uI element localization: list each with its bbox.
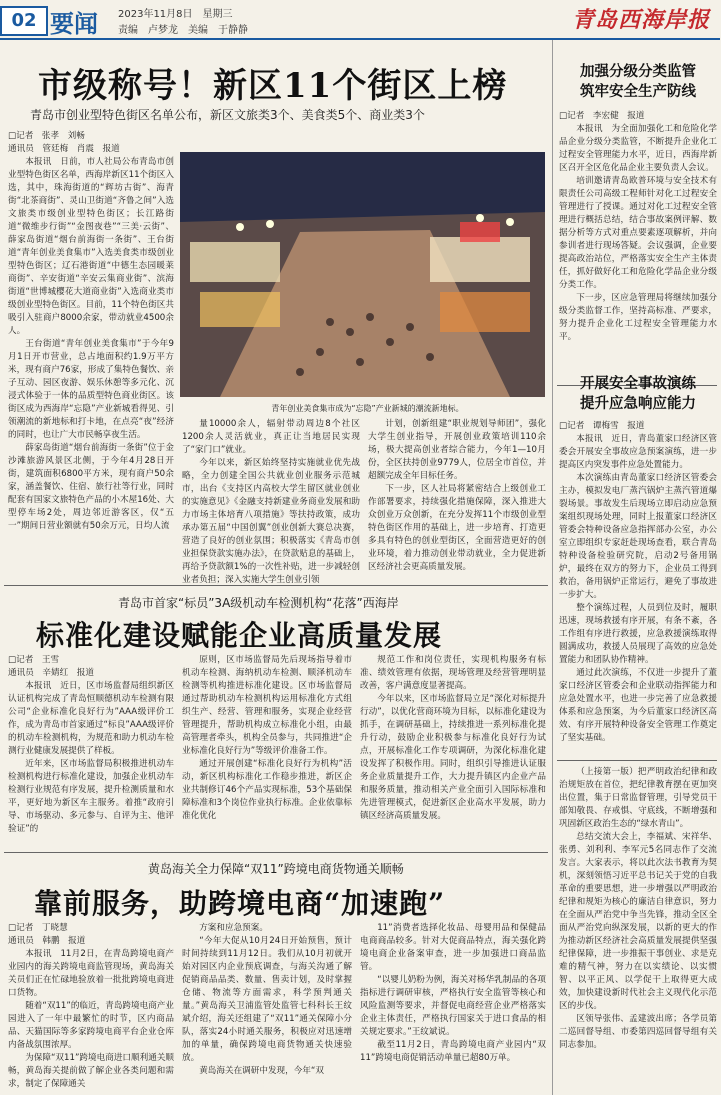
sidebar-story-b-headline[interactable]	[559, 374, 717, 414]
headline-line: 开展安全事故演练	[580, 375, 696, 392]
story1-byline-1: □记者 张孝 刘畅	[8, 131, 85, 141]
paragraph: “今年大促从10月24日开始预售，预计时间持续到11月12日。我们从10月初就开始对园区内企业预底调查，与海关沟通了解促销商品品类、数量、售卖计划，及时掌握仓储、物流等方面需求，科学预判通关量。”黄岛海关卫浦监管处监管七科科长王纹斌介绍，海关还组建了“双11”通关保障小分队，落实24小时通关服务，积极应对迅速增加的单量，确保跨境电商货物通关快速验放。	[182, 936, 352, 1063]
story3-column-2	[182, 922, 352, 1094]
sidebar-story-a-headline[interactable]	[559, 62, 717, 102]
issue-date: 2023年11月8日 星期三	[118, 9, 233, 20]
story3-headline[interactable]: 靠前服务，助跨境电商“加速跑”	[34, 887, 446, 920]
paragraph: 区领导张伟、孟建波出席；各学员第二巡回督导组、市委第四巡回督导组有关同志参加。	[559, 1014, 717, 1050]
paragraph: 11”消费者选择化妆品、母婴用品和保健品电商商品较多。针对大促商品特点，海关强化跨境电商企业备案审查，进一步加强进口商品监管。	[360, 923, 546, 972]
story3-column-3	[360, 922, 546, 1094]
paragraph: 为保障“双11”跨境电商进口顺利通关顺畅，黄岛海关提前做了解企业各类问题和需求，制定了保障通关	[8, 1053, 174, 1089]
story2-headline[interactable]: 标准化建设赋能企业高质量发展	[36, 619, 443, 652]
paragraph: 今年以来，区市场监督局立足“深化对标提升行动”，以优化营商环境为目标，以标准化建设为抓手，在调研基础上，持续推进一系列标准化提升行动，鼓励企业积极参与标准化良好行为试点，开展标准化工作专项调研，为深化标准化建设发挥了积极作用。同时，组织引导推进认证服务企业质量提升工作，大力提升镇区内企业产品和服务质量，推动相关产业全面引入国际标准和先进管理模式，促进新区企业高水平发展，助力镇区经济高质量发展。	[360, 694, 546, 821]
paragraph: 计划，创新组建“职业规划导师团”，强化大学生创业指导，开展创业政策培训110余场，极大提高创业者综合能力，今年1—10月份，全区扶持创业9779人，位居全市首位，并超额完成全年目标任务。	[368, 419, 546, 481]
story2-byline-2: 通讯员 辛婧红 报道	[8, 668, 94, 678]
section-title: 要闻	[50, 10, 98, 38]
story1-column-1	[8, 130, 174, 570]
section-divider	[4, 852, 548, 853]
paragraph: 本报讯 11月2日，在青岛跨境电商产业园内的海关跨境电商监管现场，黄岛海关关员们正在忙碌地验放着一批批跨境电商进口货物。	[8, 949, 174, 998]
paragraph: 原则，区市场监督局先后现场指导着市机动车检测、海纳机动车检测、顺泽机动车检测等机构推进标准化建设。区市场监督局通过帮助机动车检测机构运用标准化方式组织生产、经营、管理和服务，实现企业经营管理提升，帮助机构成立标准化小组，由最高管理者牵头，机构全员参与，共同推进“企业标准化良好行为”等级评价准备工作。	[182, 655, 352, 756]
story2-column-1	[8, 654, 174, 844]
paragraph: 下一步，区人社局将紧密结合上级创业工作部署要求，持续强化措施保障，深入推进大众创业万众创新，在充分发挥11个市级创业型特色街区作用的基础上，进一步培育、打造更多具有特色的创业型街区，全面营造更好的创业环境，着力推动创业带动就业，全力促进新区经济社会更高质量发展。	[368, 484, 546, 572]
paragraph: 王台街道“青年创业美食集市”于今年9月1日开市营业，总占地面积约1.9万平方米，现有商户76家，形成了集特色餐饮、亲子互动、园区夜游、娱乐休憩等多元化、沉浸式体验于一体的品质型特色商业街区。该街区成为西海岸“忘隐”产业新城看得见、引领潮流的新地标和打卡地，在点亮“夜”经济的同时，也让广大市民畅享夜生活。	[8, 339, 174, 440]
section-divider	[4, 585, 548, 586]
paragraph: 本次演练由青岛董家口经济区管委会主办，模拟发电厂蒸汽锅炉主蒸汽管道爆裂场景。事故发生后现场立即启动应急预案组织现场处理，同时上报董家口经济区管委会特种设备应急指挥部办公室，办公室立即组织专家赶赴现场查看，联合青岛特种设备检验研究院，启动2号备用锅炉，最终在双方的努力下，企业员工得到救治，备用锅炉正常运行，避免了事故进一步扩大。	[559, 473, 717, 600]
sidebar-story-c-body	[559, 766, 717, 1092]
paragraph: 黄岛海关在调研中发现，今年“双	[199, 1066, 324, 1076]
paragraph: 今年以来，新区始终坚持实施就业优先战略，全力创建全国公共就业创业服务示范城市，出台《支持区内高校大学生留区就业创业的实施意见》《金融支持新建业务商业发展和助力市场主体培育八项措施》等扶持政策，成功承办第五届“中国创翼”创业创新大赛总决赛，营造了良好的创业氛围；积极落实《青岛市创业担保贷款实施办法》，在贷款贴息的基础上，再给予贷款额1%的一次性补贴，进一步减轻创业者负担；深入实施大学生创业引领	[182, 458, 360, 585]
sidebar-story-a-byline: □记者 李宏健 报道	[559, 111, 645, 121]
page-header	[0, 0, 720, 40]
page-number: 02	[0, 6, 48, 36]
sidebar-divider	[557, 760, 717, 761]
story1-subhead: 青岛市创业型特色街区名单公布，新区文旅类3个、美食类5个、商业类3个	[30, 108, 425, 122]
paragraph: 整个演练过程，人员到位及时，履职迅速，现场救援有序开展，有条不紊，各工作组有序进行救援，应急救援演练取得圆满成功，救援人员展现了高效的应急处置能力和团队协作精神。	[559, 603, 717, 665]
story1-column-3	[368, 418, 546, 573]
story3-byline-2: 通讯员 韩鹏 报道	[8, 936, 86, 946]
story2-kicker: 青岛市首家“标员”3A级机动车检测机构“花落”西海岸	[118, 596, 399, 610]
paragraph: 本报讯 日前，市人社局公布青岛市创业型特色街区名单，西海岸新区11个街区入选，其中，珠海街道的“辉坊古街”、海青街“北茶商街”、灵山卫街道“齐鲁之间”入选文旅类市级创业型特色街区；长江路街道“微维步行街”“金图夜巷”“三美·云街”、薛家岛街道“烟台前海街一条街”、王台街道“青年创业美食集市”入选美食类市级创业型特色街区；辽石港街道“中德生态园暖莱商街”、辛安街道“辛安云集商业街”、滨海街道“世博城樱花大道商业街”入选商业类市级创业型特色街区。目前，11个特色街区共吸引入驻商户8000余家，带动就业4500余人。	[8, 157, 174, 336]
headline-line: 加强分级分类监管	[580, 63, 696, 80]
paragraph: 通过此次演练，不仅进一步提升了董家口经济区管委会和企业联动指挥能力和应急处置水平，也进一步完善了应急救援体系和应急预案，为今后董家口经济区高效、有序开展特种设备安全管理工作奠定了坚实基础。	[559, 668, 717, 743]
story1-column-2	[182, 418, 360, 585]
newspaper-logo: 青岛西海岸报	[571, 7, 710, 33]
story3-column-1	[8, 922, 174, 1094]
sidebar-story-a-body	[559, 110, 717, 378]
story2-byline-1: □记者 王雪	[8, 655, 60, 665]
paragraph: 通过开展创建“标准化良好行为机构”活动，新区机构标准化工作稳步推进，新区企业共制修订46个产品实现标准，53个基础保障标准和3个岗位作业执行标准。企业依靠标准化优化	[182, 759, 352, 821]
paragraph: 随着“双11”的临近，青岛跨境电商产业园进入了一年中最繁忙的时节，区内商品品、天猫国际等多家跨境电商平台企业仓库内备战氛围浓厚。	[8, 1001, 174, 1050]
story2-column-3	[360, 654, 546, 844]
paragraph: 培训邀请青岛欧普环境与安全技术有限责任公司高级工程师针对化工过程安全管理进行了授课。通过对化工过程安全管理进行概括总结，结合事故案例评解、数据分析等方式对重点要素逐项解析，并向参训者进行现场答疑。会议强调，企业要提高政治站位，严格落实安全生产主体责任，抓好做好化工和危险化学品企业分级分类工作。	[559, 176, 717, 290]
story3-kicker: 黄岛海关全力保障“双11”跨境电商货物通关顺畅	[148, 862, 404, 876]
paragraph: 总结交流大会上，李福斌、宋祥华、张勇、刘利利、李军元5名同志作了交流发言。大家表示，将以此次法书教育为契机，深刻领悟习近平总书记关于党的自我革命的重要思想，进一步增强以严明政治纪律和规矩为核心的廉洁自律意识，努力在全面从严治党中争当先锋，推动全区全面从严治党向纵深发展，以新的更大的作为推动新区经济社会高质量发展提供坚强纪律保障，进一步推振干事创业、求是克难的精气神，努力在以实绩论、以实惯智、以平正风、以学促干上取得更大成效，加快建设新时代社会主义现代化示范区的步伐。	[559, 832, 717, 1011]
story1-headline[interactable]: 市级称号！新区11个街区上榜	[38, 66, 508, 106]
story1-byline-2: 通讯员 管廷梅 肖震 报道	[8, 144, 120, 154]
story3-byline-1: □记者 丁晓慧	[8, 923, 68, 933]
paragraph: （上接第一版）把严明政治纪律和政治规矩放在首位，把纪律教育摆在更加突出位置，集于日常监督管理，引导党员干部知敬畏、存戒惧、守底线，不断增强和巩固新区政治生态的“绿水青山”。	[559, 767, 717, 829]
paragraph: 本报讯 近日，青岛董家口经济区管委会开展安全事故应急预案演练，进一步提高区内突发事件应急处置能力。	[559, 434, 717, 470]
paragraph: 量10000余人，辐射带动周边8个社区1200余人灵活就业，真正让当地居民实现了“家门口”就业。	[182, 419, 360, 455]
editors-credit: 责编 卢梦龙 美编 于静静	[118, 25, 248, 36]
paragraph: 本报讯 近日，区市场监督局组织新区认证机构完成了青岛恒顺德机动车检测有限公司“企业标准化良好行为”AAA级评价工作，成为青岛市首家通过“标良”AAA级评价的机动车检测机构，为规范和助力机动车检测行业健康发展提供了样板。	[8, 681, 174, 756]
night-market-illustration	[180, 152, 545, 397]
paragraph: 薛家岛街道“烟台前海街一条街”位于金沙滩旅游风景区北侧，于今年4月28日开街，建筑面积6800平方米，现有商户50余家，涵盖餐饮、住宿、旅行社等行业，同时配套有国家文旅特色产品的小木屋16处、大型停车场2处，周边邻近游客区，仅“五一”期间日营业额就有50余万元，日均人流	[8, 443, 174, 531]
paragraph: 下一步，区应急管理局将继续加强分级分类监督工作，坚持高标准、严要求，努力提升企业化工过程安全管理能力水平。	[559, 293, 717, 342]
night-market-photo	[180, 152, 545, 397]
paragraph: 近年来，区市场监督局积极推进机动车检测机构进行标准化建设，加强企业机动车检测行业规范有序发展，提升检测质量和水平，更好地为新区车主服务。着推“政府引导、市场驱动、多元参与、自评为主、他评验证”的	[8, 759, 174, 834]
story2-column-2	[182, 654, 352, 844]
sidebar-story-b-byline: □记者 谭梅雪 报道	[559, 421, 645, 431]
headline-line: 筑牢安全生产防线	[580, 83, 696, 100]
sidebar	[552, 40, 721, 1095]
paragraph: “以婴儿奶粉为例，海关对杨华乳制品的各项指标进行调研审核，严格执行安全监管等核心和风险监测等要求，并督促电商经营企业严格落实企业主体责任，严格执行国家关于进口食品的相关规定要求。”王纹斌说。	[360, 975, 546, 1037]
paragraph: 规范工作和岗位责任，实现机构服务有标准、绩效管理有依据，现场管理及经营管理明显改善，客户满意度显著提高。	[360, 655, 546, 691]
headline-line: 提升应急响应能力	[580, 395, 696, 412]
paragraph: 本报讯 为全面加强化工和危险化学品企业分级分类监管，不断提升企业化工过程安全管理能力水平，近日，西海岸新区召开全区危化品企业主要负责人会议。	[559, 124, 717, 173]
sidebar-story-b-body	[559, 420, 717, 755]
paragraph: 方案和应急预案。	[199, 923, 268, 933]
photo-caption: 青年创业美食集市成为“忘隐”产业新城的潮流新地标。	[271, 404, 464, 413]
paragraph: 截至11月2日，青岛跨境电商产业园内“双11”跨境电商促销活动单量已超80万单。	[360, 1040, 546, 1063]
